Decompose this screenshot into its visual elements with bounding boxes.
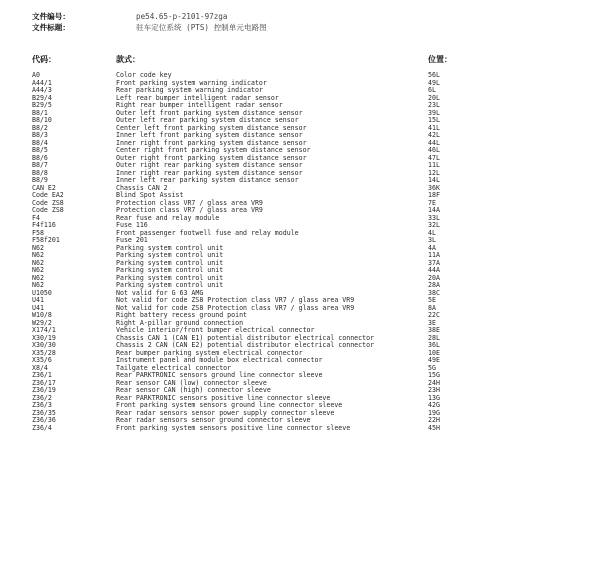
table-row xyxy=(0,110,600,118)
description-cell: Rear parking system warning indicator xyxy=(116,86,263,94)
table-row xyxy=(0,252,600,260)
description-cell: Rear sensor CAN (low) connector sleeve xyxy=(116,378,267,387)
table-row xyxy=(0,275,600,283)
doc-number-label: 文件编号： xyxy=(32,12,70,21)
description-cell: Instrument panel and module box electrical connector xyxy=(116,356,323,364)
description-cell: Rear radar sensors sensor ground connector sleeve xyxy=(116,416,311,424)
code-cell: Z36/3 xyxy=(32,401,52,409)
position-cell: 11L xyxy=(428,161,440,169)
component-list xyxy=(0,72,600,432)
table-row xyxy=(0,95,600,103)
code-cell: B8/8 xyxy=(32,168,48,177)
code-cell: U41 xyxy=(32,303,44,312)
description-cell: Chassis CAN 2 xyxy=(116,183,168,192)
code-cell: W10/8 xyxy=(32,311,52,319)
position-cell: 42L xyxy=(428,131,440,139)
position-cell: 3L xyxy=(428,236,436,244)
description-cell: Outer right front parking system distance sensor xyxy=(116,153,307,162)
position-cell: 44A xyxy=(428,266,440,274)
position-cell: 15G xyxy=(428,371,440,379)
position-cell: 6L xyxy=(428,86,436,94)
description-cell: Parking system control unit xyxy=(116,251,224,259)
code-cell: N62 xyxy=(32,243,44,252)
doc-title-value: 驻车定位系统 (PTS) 控制单元电路图 xyxy=(136,23,267,32)
description-cell: Rear bumper parking system electrical connector xyxy=(116,348,303,357)
description-cell: Parking system control unit xyxy=(116,266,224,274)
description-cell: Left rear bumper intelligent radar sensor xyxy=(116,93,279,102)
code-cell: N62 xyxy=(32,266,44,274)
position-cell: 5G xyxy=(428,363,436,372)
description-cell: Right A-pillar ground connection xyxy=(116,318,244,327)
code-cell: B29/5 xyxy=(32,101,52,109)
table-row xyxy=(0,215,600,223)
table-row xyxy=(0,230,600,238)
position-cell: 22H xyxy=(428,416,440,424)
code-cell: B8/5 xyxy=(32,146,48,154)
description-cell: Fuse 116 xyxy=(116,221,148,229)
code-cell: F58f201 xyxy=(32,236,60,244)
description-cell: Vehicle interior/front bumper electrical connector xyxy=(116,326,315,334)
code-cell: A44/3 xyxy=(32,86,52,94)
code-cell: Code EA2 xyxy=(32,191,64,199)
doc-number-value: pe54.65-p-2101-97zga xyxy=(136,12,228,21)
description-cell: Inner right front parking system distance sensor xyxy=(116,138,307,147)
position-cell: 32L xyxy=(428,221,440,229)
table-row xyxy=(0,200,600,208)
code-cell: Z36/36 xyxy=(32,416,56,424)
code-cell: B8/9 xyxy=(32,176,48,184)
position-cell: 10E xyxy=(428,348,440,357)
description-cell: Rear PARKTRONIC sensors positive line connector sleeve xyxy=(116,393,331,402)
table-row xyxy=(0,185,600,193)
description-cell: Protection class VR7 / glass area VR9 xyxy=(116,198,263,207)
position-cell: 38E xyxy=(428,326,440,334)
code-cell: U41 xyxy=(32,296,44,304)
position-cell: 14A xyxy=(428,206,440,214)
column-header-code: 代码： xyxy=(32,55,56,64)
position-cell: 49E xyxy=(428,356,440,364)
doc-title-label: 文件标题： xyxy=(32,23,70,32)
table-row xyxy=(0,305,600,313)
description-cell: Parking system control unit xyxy=(116,243,224,252)
code-cell: X35/6 xyxy=(32,356,52,364)
description-cell: Chassis 2 CAN (CAN E2) potential distributor electrical connector xyxy=(116,341,375,349)
description-cell: Center left front parking system distance sensor xyxy=(116,123,307,132)
code-cell: B8/1 xyxy=(32,108,48,117)
position-cell: 46L xyxy=(428,146,440,154)
code-cell: F58 xyxy=(32,228,44,237)
position-cell: 45H xyxy=(428,423,440,432)
code-cell: F4 xyxy=(32,213,40,222)
code-cell: B8/10 xyxy=(32,116,52,124)
code-cell: N62 xyxy=(32,273,44,282)
table-row xyxy=(0,87,600,95)
table-row xyxy=(0,222,600,230)
position-cell: 38C xyxy=(428,288,440,297)
table-row xyxy=(0,80,600,88)
table-row xyxy=(0,177,600,185)
description-cell: Parking system control unit xyxy=(116,273,224,282)
position-cell: 42G xyxy=(428,401,440,409)
code-cell: W29/2 xyxy=(32,318,52,327)
description-cell: Protection class VR7 / glass area VR9 xyxy=(116,206,263,214)
table-row xyxy=(0,237,600,245)
table-row xyxy=(0,357,600,365)
description-cell: Rear sensor CAN (high) connector sleeve xyxy=(116,386,271,394)
code-cell: B8/6 xyxy=(32,153,48,162)
code-cell: B8/2 xyxy=(32,123,48,132)
position-cell: 20A xyxy=(428,273,440,282)
description-cell: Parking system control unit xyxy=(116,258,224,267)
position-cell: 13G xyxy=(428,393,440,402)
description-cell: Right battery recess ground point xyxy=(116,311,248,319)
table-row xyxy=(0,192,600,200)
table-row xyxy=(0,207,600,215)
code-cell: A0 xyxy=(32,71,40,79)
description-cell: Front passenger footwell fuse and relay module xyxy=(116,228,299,237)
code-cell: X35/28 xyxy=(32,348,56,357)
column-header-description: 款式： xyxy=(116,55,140,64)
position-cell: 15L xyxy=(428,116,440,124)
description-cell: Outer right rear parking system distance sensor xyxy=(116,161,303,169)
code-cell: Z36/17 xyxy=(32,378,56,387)
position-cell: 28L xyxy=(428,333,440,342)
table-row xyxy=(0,425,600,433)
table-row xyxy=(0,312,600,320)
description-cell: Outer left front parking system distance sensor xyxy=(116,108,303,117)
table-row xyxy=(0,372,600,380)
code-cell: X8/4 xyxy=(32,363,48,372)
description-cell: Front parking system warning indicator xyxy=(116,78,267,87)
description-cell: Inner left front parking system distance sensor xyxy=(116,131,303,139)
table-row xyxy=(0,267,600,275)
code-cell: N62 xyxy=(32,251,44,259)
code-cell: N62 xyxy=(32,258,44,267)
position-cell: 39L xyxy=(428,108,440,117)
position-cell: 22C xyxy=(428,311,440,319)
position-cell: 20L xyxy=(428,93,440,102)
code-cell: F4f116 xyxy=(32,221,56,229)
description-cell: Rear PARKTRONIC sensors ground line connector sleeve xyxy=(116,371,323,379)
description-cell: Chassis CAN 1 (CAN E1) potential distributor electrical connector xyxy=(116,333,375,342)
position-cell: 5E xyxy=(428,296,436,304)
position-cell: 11A xyxy=(428,251,440,259)
code-cell: B8/3 xyxy=(32,131,48,139)
position-cell: 23L xyxy=(428,101,440,109)
position-cell: 41L xyxy=(428,123,440,132)
description-cell: Fuse 201 xyxy=(116,236,148,244)
position-cell: 23H xyxy=(428,386,440,394)
position-cell: 37A xyxy=(428,258,440,267)
code-cell: X30/30 xyxy=(32,341,56,349)
position-cell: 49L xyxy=(428,78,440,87)
position-cell: 56L xyxy=(428,71,440,79)
code-cell: A44/1 xyxy=(32,78,52,87)
code-cell: U1050 xyxy=(32,288,52,297)
column-header-position: 位置： xyxy=(428,55,452,64)
description-cell: Outer left rear parking system distance sensor xyxy=(116,116,299,124)
table-row xyxy=(0,245,600,253)
position-cell: 8A xyxy=(428,303,436,312)
description-cell: Center right front parking system distance sensor xyxy=(116,146,311,154)
description-cell: Front parking system sensors positive line connector sleeve xyxy=(116,423,351,432)
code-cell: Z36/19 xyxy=(32,386,56,394)
position-cell: 7E xyxy=(428,198,436,207)
code-cell: X30/19 xyxy=(32,333,56,342)
description-cell: Rear fuse and relay module xyxy=(116,213,220,222)
description-cell: Not valid for code ZS8 Protection class VR7 / glass area VR9 xyxy=(116,296,355,304)
position-cell: 33L xyxy=(428,213,440,222)
code-cell: B29/4 xyxy=(32,93,52,102)
code-cell: Z36/1 xyxy=(32,371,52,379)
description-cell: Right rear bumper intelligent radar sensor xyxy=(116,101,283,109)
code-cell: X174/1 xyxy=(32,326,56,334)
code-cell: N62 xyxy=(32,281,44,289)
code-cell: Z36/35 xyxy=(32,408,56,417)
position-cell: 4L xyxy=(428,228,436,237)
position-cell: 47L xyxy=(428,153,440,162)
table-row xyxy=(0,260,600,268)
description-cell: Tailgate electrical connector xyxy=(116,363,232,372)
description-cell: Front parking system sensors ground line connector sleeve xyxy=(116,401,343,409)
position-cell: 18F xyxy=(428,191,440,199)
table-row xyxy=(0,380,600,388)
table-row xyxy=(0,170,600,178)
description-cell: Parking system control unit xyxy=(116,281,224,289)
position-cell: 3E xyxy=(428,318,436,327)
table-row xyxy=(0,72,600,80)
code-cell: Code ZS8 xyxy=(32,206,64,214)
description-cell: Not valid for G 63 AMG xyxy=(116,288,204,297)
table-row xyxy=(0,282,600,290)
code-cell: B8/4 xyxy=(32,138,48,147)
description-cell: Not valid for code ZS8 Protection class VR7 / glass area VR9 xyxy=(116,303,355,312)
description-cell: Inner right rear parking system distance sensor xyxy=(116,168,303,177)
description-cell: Inner left rear parking system distance sensor xyxy=(116,176,299,184)
description-cell: Blind Spot Assist xyxy=(116,191,184,199)
position-cell: 28A xyxy=(428,281,440,289)
position-cell: 24H xyxy=(428,378,440,387)
doc-title-line xyxy=(32,23,267,33)
position-cell: 44L xyxy=(428,138,440,147)
description-cell: Color code key xyxy=(116,71,172,79)
position-cell: 36L xyxy=(428,341,440,349)
code-cell: Code ZS8 xyxy=(32,198,64,207)
code-cell: CAN E2 xyxy=(32,183,56,192)
position-cell: 19G xyxy=(428,408,440,417)
position-cell: 36K xyxy=(428,183,440,192)
code-cell: B8/7 xyxy=(32,161,48,169)
position-cell: 14L xyxy=(428,176,440,184)
description-cell: Rear radar sensors sensor power supply connector sleeve xyxy=(116,408,335,417)
code-cell: Z36/2 xyxy=(32,393,52,402)
code-cell: Z36/4 xyxy=(32,423,52,432)
doc-number-line xyxy=(32,12,227,22)
position-cell: 4A xyxy=(428,243,436,252)
position-cell: 12L xyxy=(428,168,440,177)
